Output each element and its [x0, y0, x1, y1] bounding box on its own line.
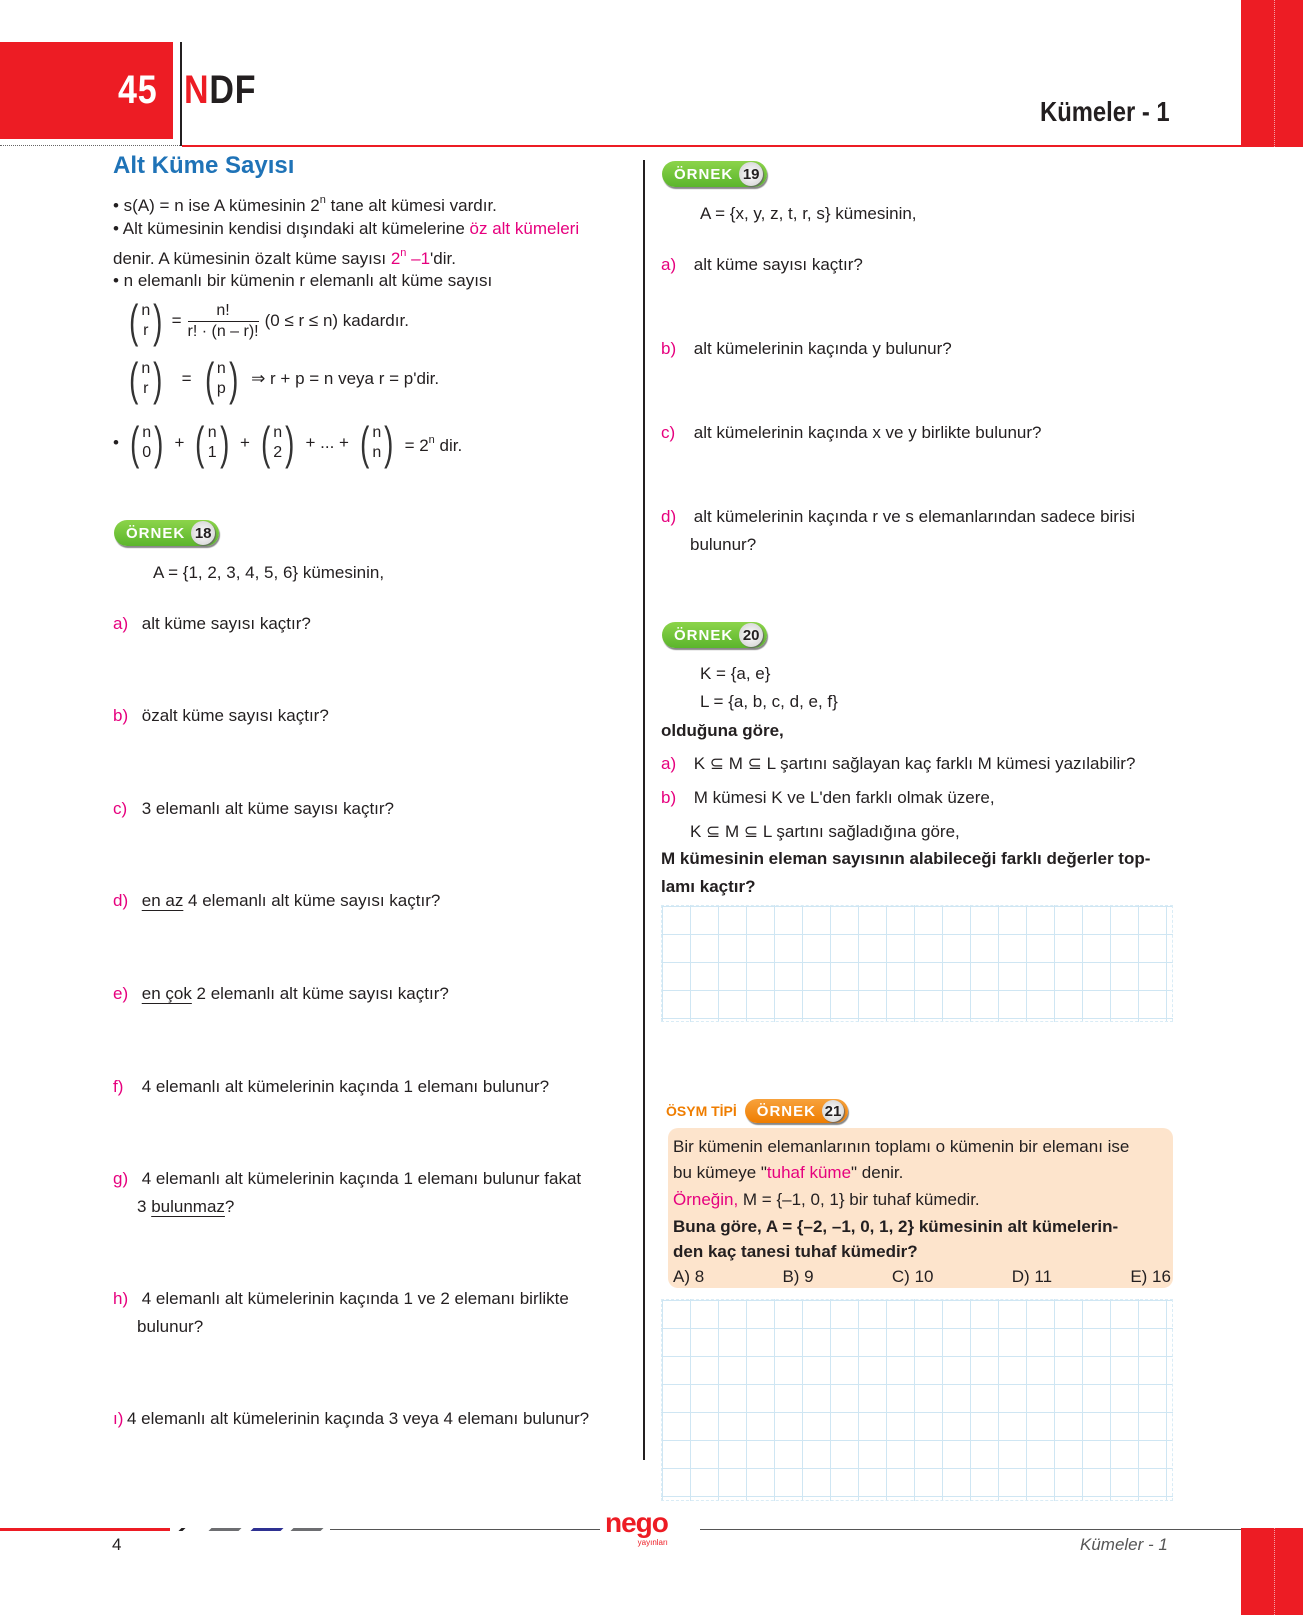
example-badge-21: ÖRNEK 21 — [745, 1099, 848, 1123]
choice-c[interactable]: C) 10 — [891, 1267, 934, 1286]
example-21-bold1: Buna göre, A = {–2, –1, 0, 1, 2} kümesinin alt kümelerin- — [673, 1217, 1119, 1236]
footer-rule-right — [700, 1529, 1241, 1530]
formula-symmetry: ( n r ) = ( n p ) ⇒ r + p = n veya r = p'dir. — [126, 356, 439, 402]
theory-bullet-2-line2: denir. A kümesinin özalt küme sayısı 2$^n$ –1'dir. — [113, 247, 456, 268]
header-brand — [184, 68, 256, 113]
question-18h-line2: bulunur? — [137, 1317, 204, 1336]
question-19b: b) alt kümelerinin kaçında y bulunur? — [661, 339, 952, 358]
side-tab-bottom — [1241, 1528, 1303, 1615]
example-20-condition: olduğuna göre, — [661, 721, 784, 740]
binomial: ( n 1 ) — [195, 417, 229, 469]
question-18g-line2: 3 bulunmaz? — [137, 1197, 235, 1216]
question-18h: h) 4 elemanlı alt kümelerinin kaçında 1 ve 2 elemanı birlikte — [113, 1289, 569, 1308]
scratch-grid-21 — [661, 1299, 1173, 1501]
example-20-given-k: K = {a, e} — [700, 664, 771, 683]
choice-a[interactable]: A) 8 — [673, 1267, 705, 1286]
osym-tipi-label: ÖSYM TİPİ — [666, 1103, 737, 1119]
header-rule — [182, 145, 1242, 147]
binomial: ( n 0 ) — [130, 417, 164, 469]
question-18c: c) 3 elemanlı alt küme sayısı kaçtır? — [113, 799, 395, 818]
example-number: 21 — [822, 1100, 844, 1122]
theory-bullet-3: • n elemanlı bir kümenin r elemanlı alt küme sayısı — [113, 271, 493, 290]
brand-n: N — [184, 68, 210, 112]
header-test-number: 45 — [118, 68, 158, 112]
header-divider — [180, 42, 182, 146]
question-19d-line2: bulunur? — [690, 535, 757, 554]
binomial: ( n p ) — [204, 353, 238, 405]
question-18b: b) özalt küme sayısı kaçtır? — [113, 706, 329, 725]
example-18-given: A = {1, 2, 3, 4, 5, 6} kümesinin, — [153, 563, 385, 582]
theory-bullet-2: • Alt kümesinin kendisi dışındaki alt kümelerine öz alt kümeleri — [113, 219, 580, 238]
question-20a: a) K ⊆ M ⊆ L şartını sağlayan kaç farklı M kümesi yazılabilir? — [661, 754, 1136, 773]
question-18d: d) en az 4 elemanlı alt küme sayısı kaçtır? — [113, 891, 441, 910]
choice-b[interactable]: B) 9 — [782, 1267, 814, 1286]
header-dotted-rule — [0, 145, 180, 146]
example-19-given: A = {x, y, z, t, r, s} kümesinin, — [700, 204, 917, 223]
question-18a: a) alt küme sayısı kaçtır? — [113, 614, 311, 633]
question-18e: e) en çok 2 elemanlı alt küme sayısı kaçtır? — [113, 984, 449, 1003]
question-18g: g) 4 elemanlı alt kümelerinin kaçında 1 elemanı bulunur fakat — [113, 1169, 582, 1188]
question-19a: a) alt küme sayısı kaçtır? — [661, 255, 863, 274]
question-20b-bold1: M kümesinin eleman sayısının alabileceği farklı değerler top- — [661, 849, 1151, 868]
side-tab-top — [1241, 0, 1303, 147]
publisher-logo-sub: yayınları — [637, 1538, 668, 1547]
footer-slash — [209, 1528, 242, 1531]
choice-e[interactable]: E) 16 — [1130, 1267, 1171, 1286]
column-divider — [643, 160, 645, 1460]
brand-rest: DF — [209, 68, 257, 112]
binomial: ( n n ) — [360, 417, 394, 469]
publisher-logo-block — [605, 1508, 668, 1547]
question-19c: c) alt kümelerinin kaçında x ve y birlikte bulunur? — [661, 423, 1042, 442]
example-21-line1: Bir kümenin elemanlarının toplamı o kümenin bir elemanı ise — [673, 1137, 1130, 1156]
fraction: $\frac{n!}{r! \cdot (n - r)!}$ — [187, 301, 259, 340]
footer-rule-left — [330, 1529, 600, 1530]
footer-red-bar — [0, 1528, 170, 1531]
example-badge-19: ÖRNEK 19 — [662, 161, 767, 187]
footer-topic: Kümeler - 1 — [1080, 1535, 1168, 1554]
example-21-line2: bu kümeye "tuhaf küme" denir. — [673, 1163, 904, 1182]
osym-header — [666, 1099, 848, 1123]
example-badge-18: ÖRNEK 18 — [114, 520, 219, 546]
formula-combination: ( n r ) = $\frac{n!}{r! \cdot (n - r)!}$ (0 ≤ r ≤ n) kadardır. — [126, 298, 409, 344]
formula-sum: • ( n 0 ) + ( n 1 ) + ( n 2 ) + ... + ( n n ) = $2^n$ dir. — [113, 417, 463, 469]
example-number: 20 — [739, 623, 763, 647]
example-20-given-l: L = {a, b, c, d, e, f} — [700, 692, 838, 711]
section-title: Alt Küme Sayısı — [113, 152, 295, 179]
example-badge-20: ÖRNEK 20 — [662, 622, 767, 648]
publisher-logo: nego — [605, 1507, 668, 1538]
scratch-grid-20 — [661, 905, 1173, 1022]
header-topic: Kümeler - 1 — [1040, 96, 1170, 127]
answer-choices — [673, 1263, 1171, 1290]
footer-page-number: 4 — [112, 1535, 122, 1554]
question-20b-bold2: lamı kaçtır? — [661, 877, 756, 896]
binomial: ( n r ) — [129, 353, 163, 405]
theory-bullet-1: • s(A) = n ise A kümesinin 2$^n$ tane alt kümesi vardır. — [113, 194, 497, 215]
example-number: 18 — [191, 521, 215, 545]
question-18f: f) 4 elemanlı alt kümelerinin kaçında 1 elemanı bulunur? — [113, 1077, 550, 1096]
choice-d[interactable]: D) 11 — [1011, 1267, 1053, 1286]
footer-slash — [179, 1528, 186, 1531]
example-number: 19 — [739, 162, 763, 186]
binomial: ( n 2 ) — [261, 417, 295, 469]
footer-slash — [251, 1528, 284, 1531]
question-18i: ı) 4 elemanlı alt kümelerinin kaçında 3 veya 4 elemanı bulunur? — [113, 1409, 590, 1428]
example-21-line3: Örneğin, M = {–1, 0, 1} bir tuhaf kümedir. — [673, 1190, 980, 1209]
question-19d: d) alt kümelerinin kaçında r ve s elemanlarından sadece birisi — [661, 507, 1136, 526]
question-20b-line2: K ⊆ M ⊆ L şartını sağladığına göre, — [690, 822, 960, 841]
example-21-bold2: den kaç tanesi tuhaf kümedir? — [673, 1242, 918, 1261]
question-20b: b) M kümesi K ve L'den farklı olmak üzere, — [661, 788, 995, 807]
binomial: ( n r ) — [129, 295, 163, 347]
footer-slash — [291, 1528, 324, 1531]
